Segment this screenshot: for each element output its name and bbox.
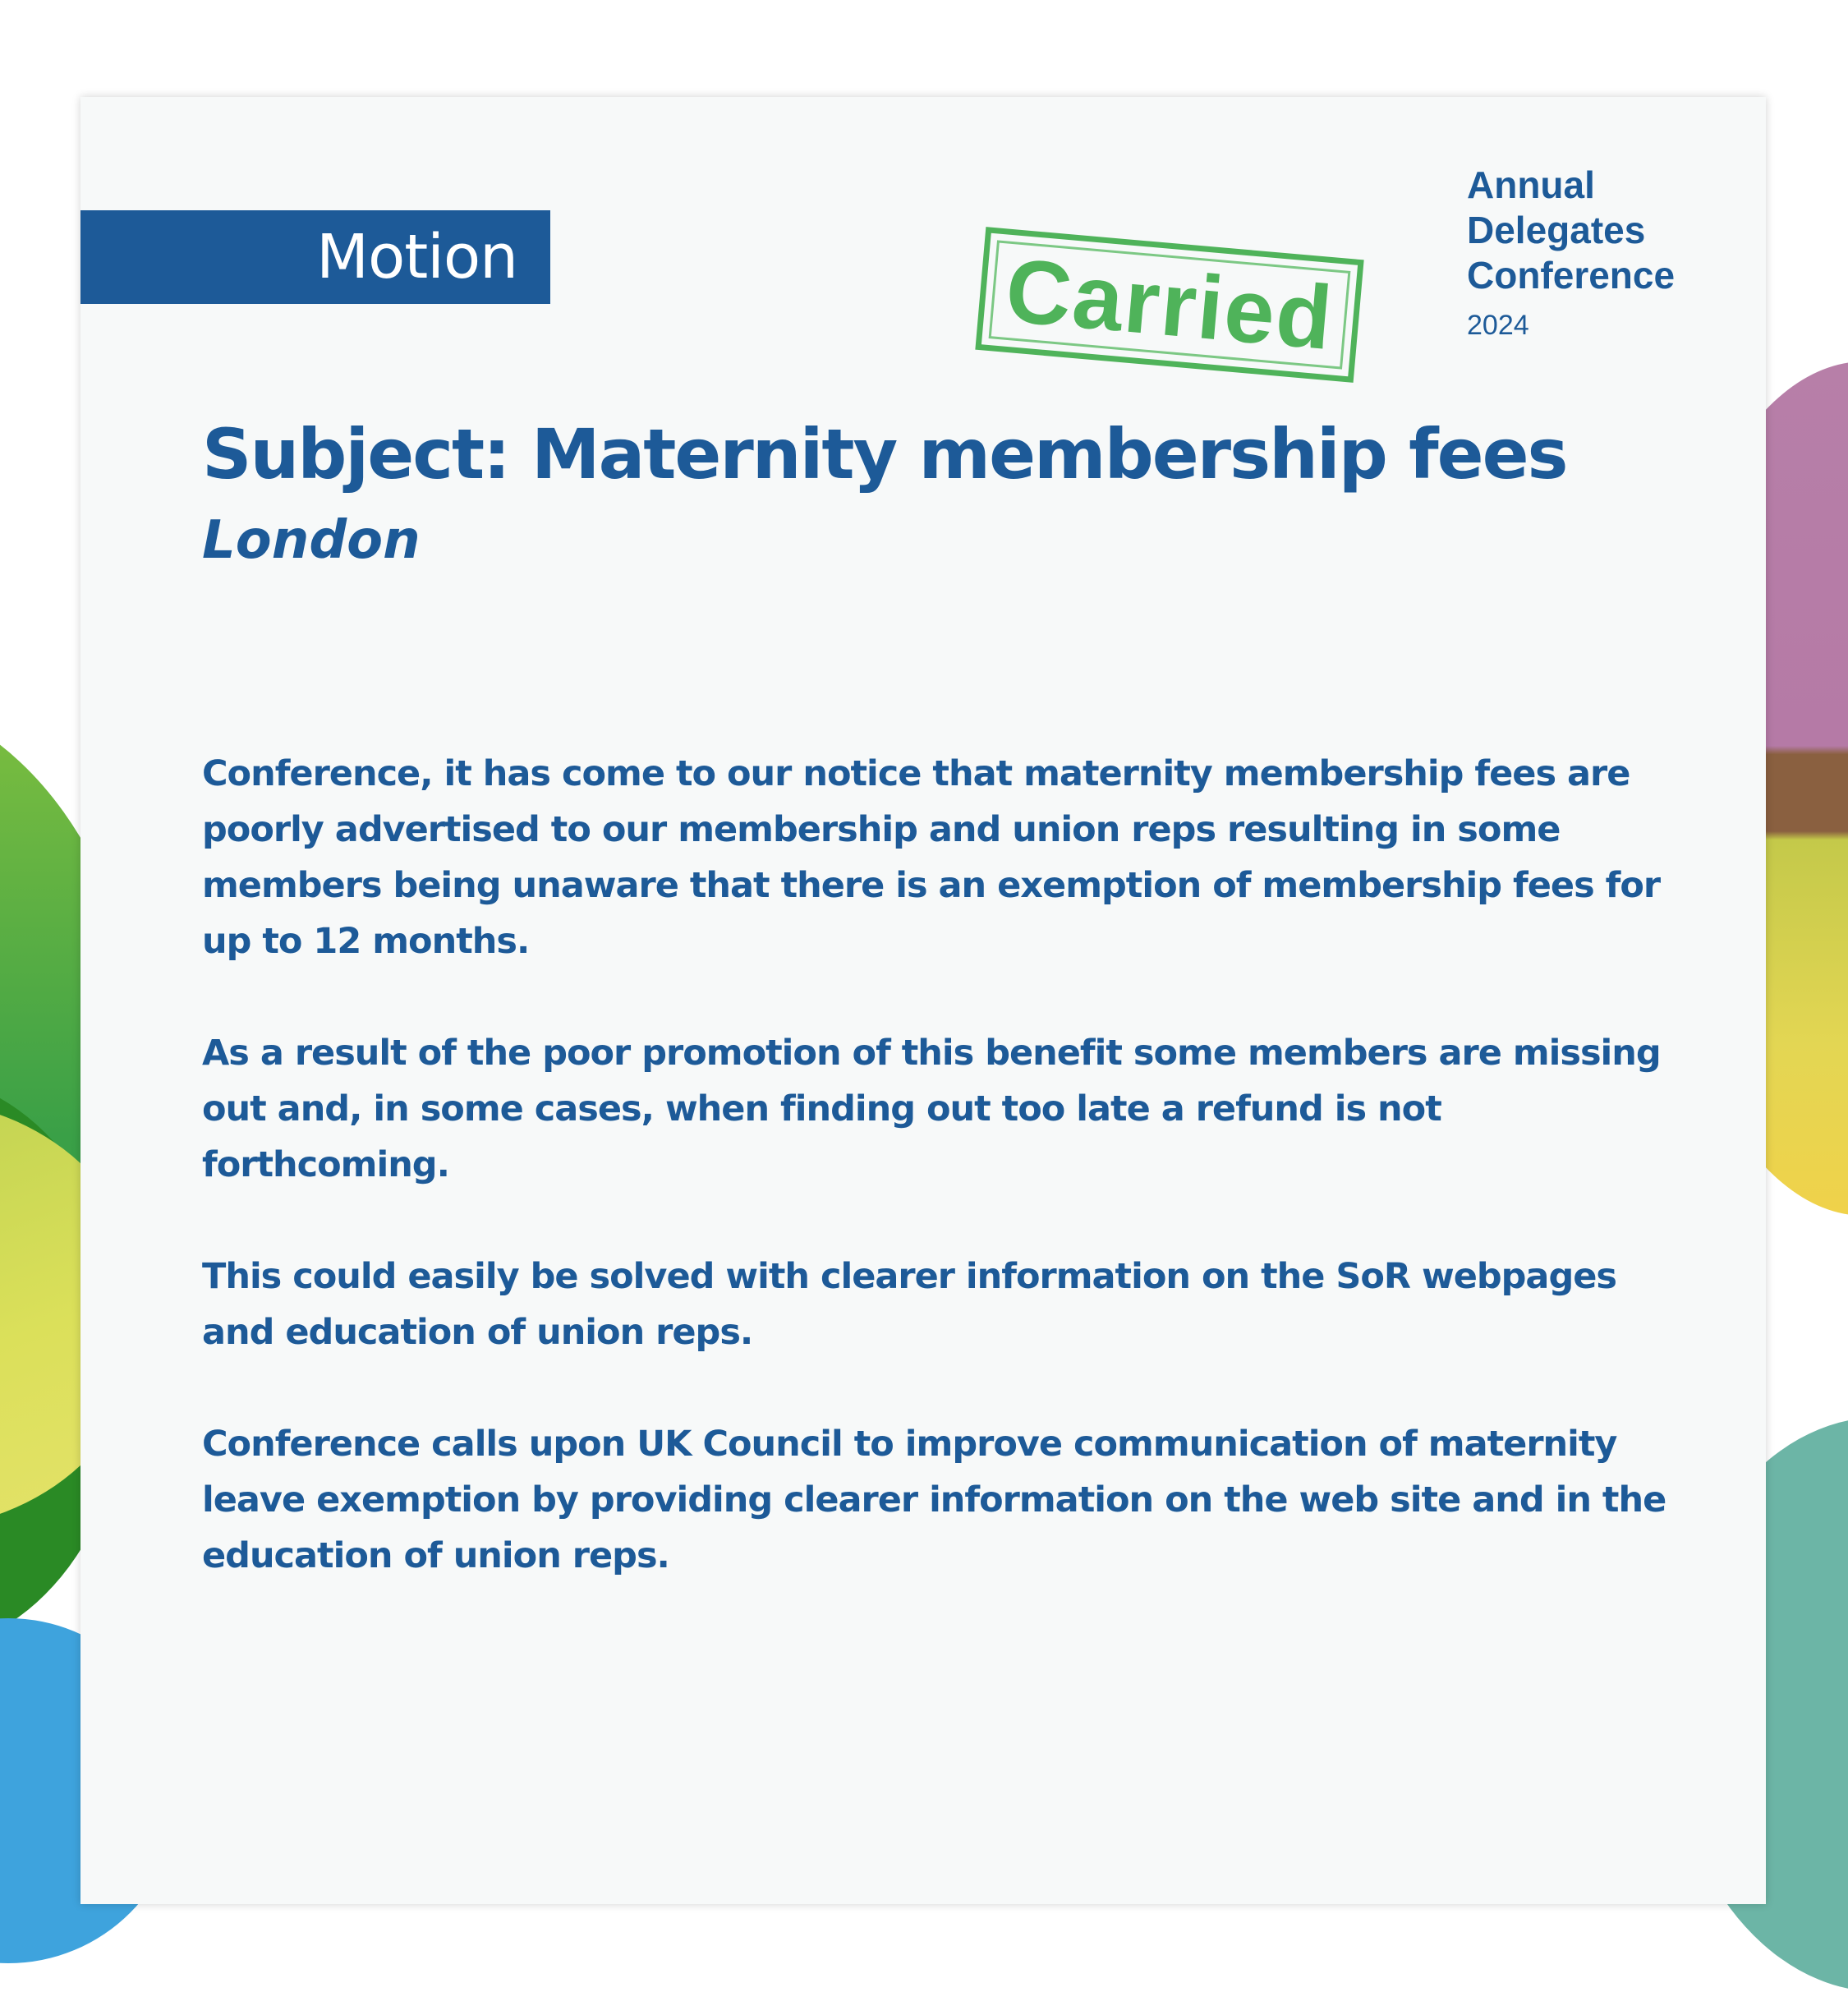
motion-paragraph: Conference, it has come to our notice that maternity membership fees are poorly advertised to our membership and union reps resulting in some members being unaware that there is an exemption of membership fees for up to 12 months.: [202, 753, 1661, 962]
motion-paragraph: As a result of the poor promotion of this benefit some members are missing out and, in some cases, when finding out too late a refund is not forthcoming.: [202, 1033, 1661, 1185]
stamp-text: Carried: [1001, 239, 1338, 370]
subject-region: London: [202, 510, 421, 571]
motion-body: [202, 746, 1697, 1640]
conference-logo: [1467, 163, 1675, 346]
motion-label: Motion: [316, 222, 517, 292]
motion-paragraph: This could easily be solved with clearer information on the SoR webpages and education of union reps.: [202, 1256, 1616, 1353]
carried-stamp: [975, 227, 1363, 383]
motion-card: [80, 97, 1766, 1904]
conference-logo-line: Delegates: [1467, 209, 1646, 251]
conference-logo-line: Annual: [1467, 163, 1595, 206]
conference-logo-line: Conference: [1467, 254, 1676, 297]
conference-year: 2024: [1467, 310, 1529, 341]
subject-title: Subject: Maternity membership fees: [202, 414, 1567, 495]
motion-paragraph: Conference calls upon UK Council to improve communication of maternity leave exemption by providing clearer information on the web site and in the education of union reps.: [202, 1424, 1666, 1576]
motion-banner: [80, 210, 550, 304]
